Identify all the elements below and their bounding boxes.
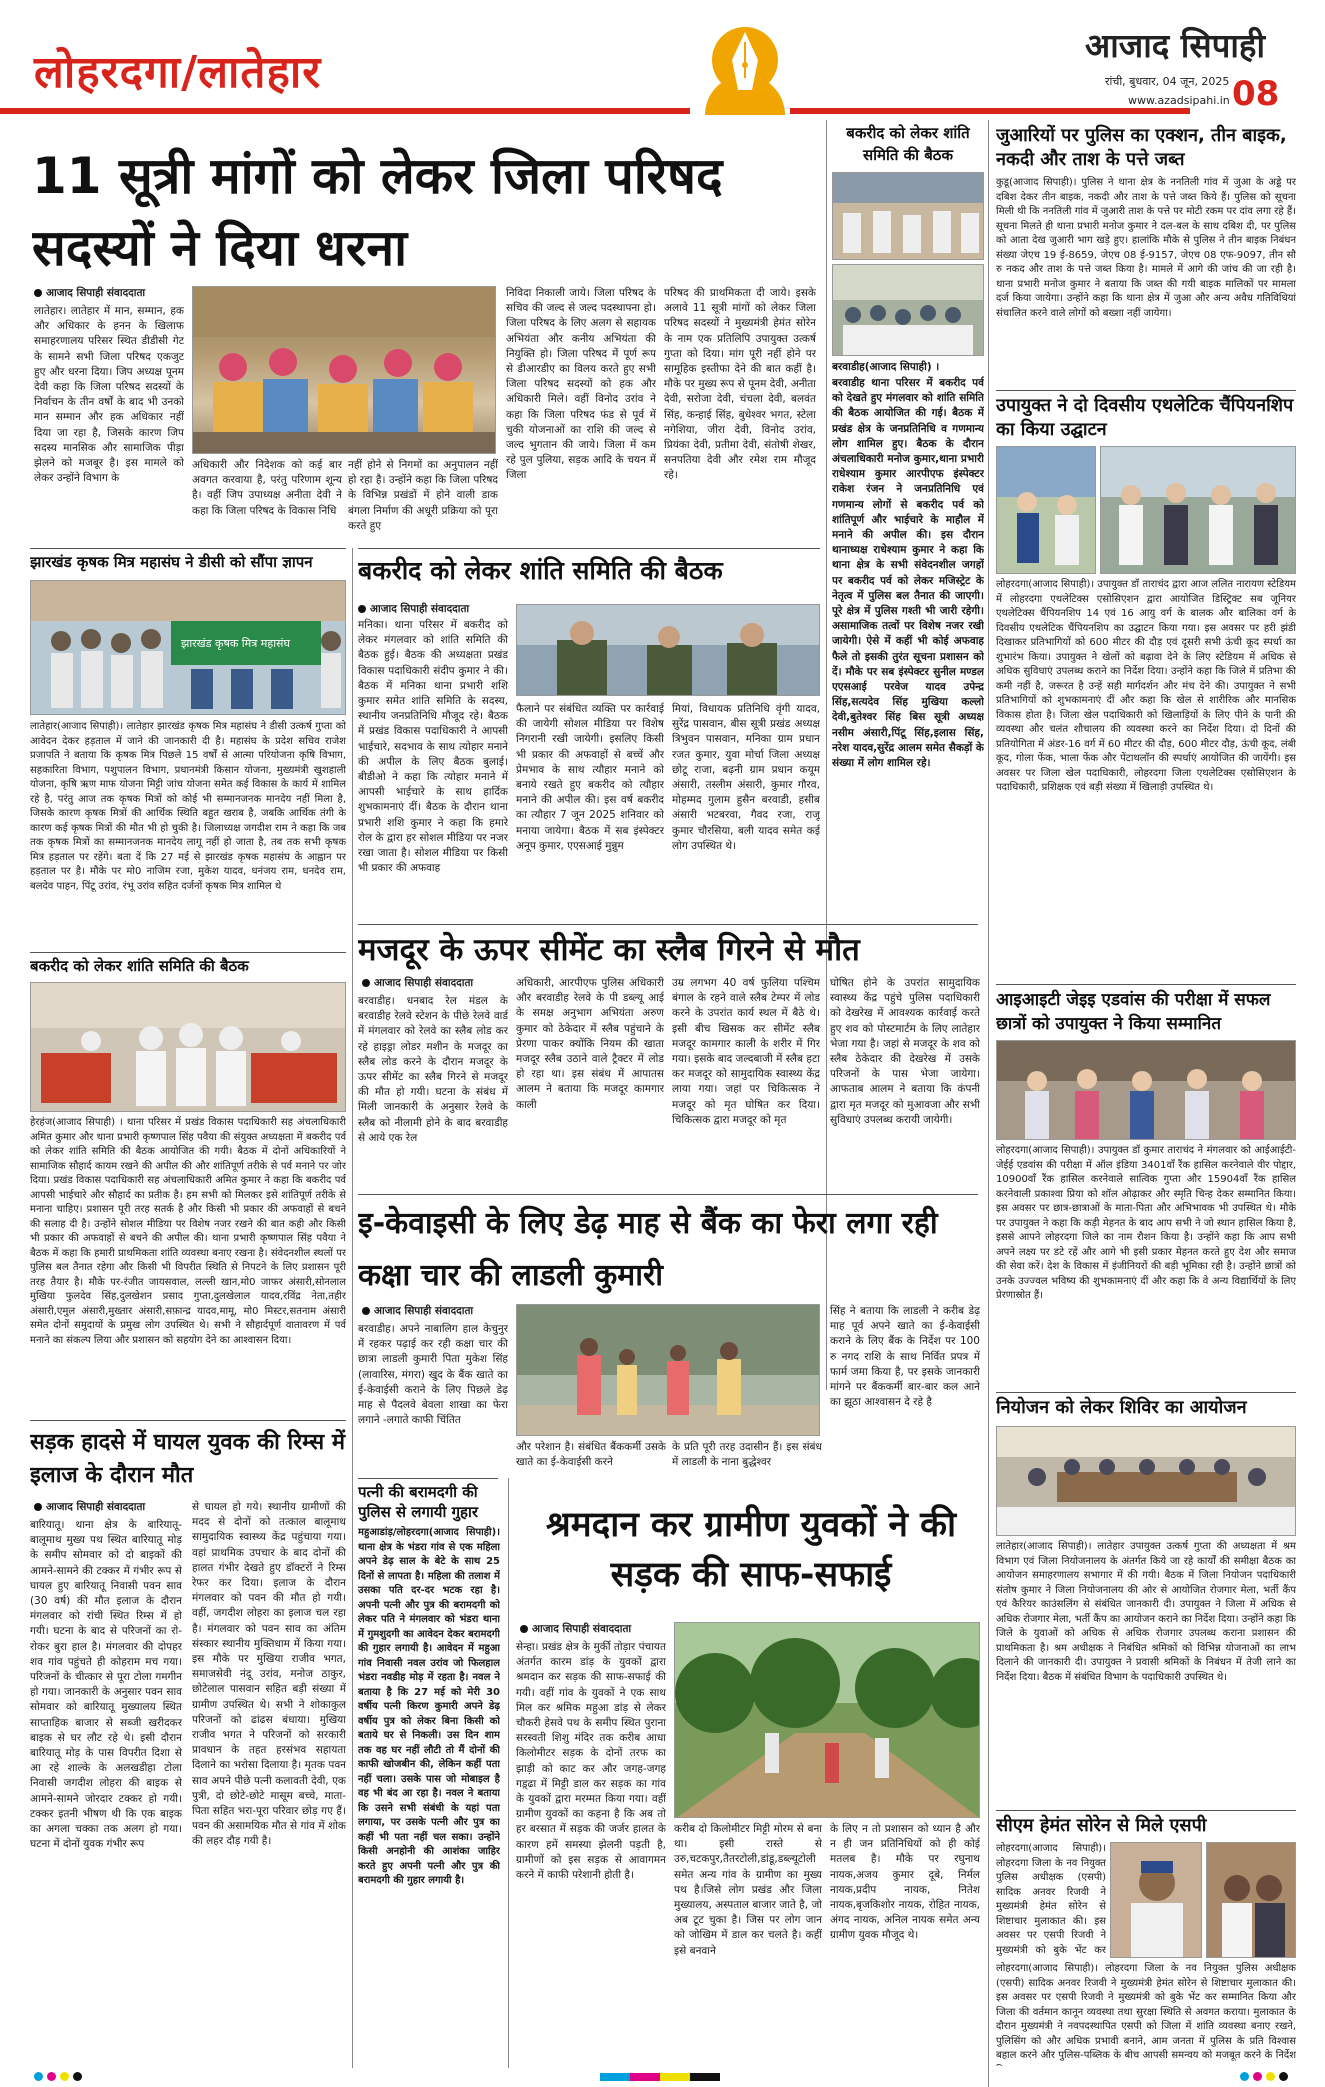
cm-text-top: लोहरदगा(आजाद सिपाही)। लोहरदगा जिला के नव नियुक्त पुलिस अधीक्षक (एसपी) सादिक अनवर रिजवी ने मुख्यमंत्री हेमंत सोरेन से शिष्टाचार मुलाकात की। इस अवसर पर एसपी रिजवी ने मुख्यमंत्री को बुके भेंट कर: [996, 1843, 1106, 1956]
registration-bar: [600, 2073, 720, 2081]
dateline: रांची, बुधवार, 04 जून, 2025: [1105, 75, 1230, 88]
shramdan-byline: आजाद सिपाही संवाददाता: [520, 1622, 631, 1636]
ekyc-col2: और परेशान है। संबंधित बैंककर्मी उसके खाते का ई-केवाईसी करने: [516, 1441, 666, 1469]
athletic-text: लोहरदगा(आजाद सिपाही)। उपायुक्त डॉ ताराचंद द्वारा आज ललित नारायण स्टेडियम में लोहरदगा एथलेटिक्स एसोसिएशन द्वारा आयोजित डिस्ट्रिक्ट सब जूनियर एथलेटिक्स चैंपियनशिप 14 एवं 16 आयु वर्ग के बालक और बालिका वर्ग के दिवसीय एथलेटिक चैंपियनशिप का उद्घाटन किया गया। इस अवसर पर हरी झंडी दिखाकर प्रतिभागियों को 600 मीटर की दौड़ एवं दूसरी सभी ऊंची कूद स्पर्धा का शुभारंभ किया। उपायुक्त ने खेलों को बढ़ावा देने के लिए स्टेडियम में अधिक से अधिक सुविधाएं उपलब्ध कराने का निर्देश दिया। उन्होंने कहा कि जिले में प्रतिभा की कमी नहीं है, जरूरत है उन्हें सही मार्गदर्शन और मंच देने की। उपायुक्त ने सभी प्रतिभागियों को शुभकामनाएं दीं और कहा कि खेल से शारीरिक और मानसिक विकास होता है। जिला खेल पदाधिकारी को खिलाड़ियों के लिए पीने के पानी की व्यवस्था और चलंत शौचालय की व्यवस्था करने का निर्देश दिया। दो दिनों की प्रतियोगिता में अंडर-16 वर्ग में 60 मीटर की दौड़, 600 मीटर दौड़, ऊंची कूद, लंबी कूद, गोला फेंक, भाला फेंक और पेंटाथलॉन की स्पर्धाएं आयोजित की जायेंगी। इस अवसर पर जिला खेल पदाधिकारी, लोहरदगा जिला एथलेटिक्स एसोसिएशन के पदाधिकारी, प्रशिक्षक एवं बड़ी संख्या में खिलाड़ी उपस्थित थे।: [996, 579, 1296, 793]
slab-col1: बरवाडीह। धनबाद रेल मंडल के बरवाडीह रेलवे स्टेशन के पीछे रेलवे वार्ड में मंगलवार को रेलवे का स्लैब लोड कर रहे हाइड्रा लोडर मशीन के मजदूर का स्लैब लोड करने के दौरान मजदूर के ऊपर सीमेंट का स्लैब गिरने से मजदूर की मौत हो गयी। घटना के संबंध में मिली जानकारी के अनुसार रेलवे के स्लैब को नीलामी होने के बाद बरवाडीह से आये एक रेल: [358, 995, 508, 1144]
kisan-headline: झारखंड कृषक मित्र महासंघ ने डीसी को सौंपा ज्ञापन: [30, 553, 313, 571]
bakrid-left-headline: बकरीद को लेकर शांति समिति की बैठक: [30, 957, 249, 975]
athletic-photo-1: [996, 446, 1096, 574]
accident-col1: बारियातू। थाना क्षेत्र के बारियातू-बालूमाथ मुख्य पथ स्थित बारियातू मोड़ के समीप सोमवार को दो बाइकों की आमने-सामने की टक्कर में गंभीर रूप से घायल हुए बारियातू निवासी पवन साव (30 वर्ष) की मौत इलाज के दौरान मंगलवार को रांची स्थित रिम्स में हो गयी। घटना के बाद से परिजनों का रो-रोकर बुरा हाल है। मंगलवार की दोपहर शव गांव पहुंचते ही कोहराम मच गया। परिजनों के चीत्कार से पूरा टोला गमगीन हो गया। जानकारी के अनुसार पवन साव सोमवार को बारियातू मुख्यालय स्थित साप्ताहिक बाजार से सब्जी खरीदकर बाइक से घर लौट रहे थे। इसी दौरान बारियातू मोड़ के पास विपरीत दिशा से आ रहे शाल्के के अलखडीहा टोला निवासी जगदीश लोहरा की बाइक से आमने-सामने जोरदार टक्कर हो गयी। टक्कर इतनी भीषण थी कि एक बाइक का अगला चक्का तक अलग हो गया। घटना में दोनों युवक गंभीर रूप: [30, 1519, 182, 1851]
masthead: [0, 0, 1325, 130]
iit-photo: [996, 1040, 1296, 1140]
registration-marks-right: [1240, 2072, 1288, 2081]
registration-marks-left: [34, 2072, 82, 2081]
bakrid-right-caption: बरवाडीह(आजाद सिपाही) ।: [832, 361, 940, 373]
camp-headline: नियोजन को लेकर शिविर का आयोजन: [996, 1397, 1247, 1418]
svg-text:झारखंड कृषक मित्र महासंघ: झारखंड कृषक मित्र महासंघ: [181, 637, 290, 650]
accident-byline: आजाद सिपाही संवाददाता: [34, 1500, 145, 1514]
shramdan-col3: के लिए न तो प्रशासन को ध्यान है और न ही जन प्रतिनिधियों को ही कोई मतलब है। मौके पर रघुनाथ नायक,अजय कुमार दूबे, निर्मल नायक,प्रदीप नायक, नितेश नायक,बृजकिशोर नायक, रोहित नायक, अंगद नायक, अनिल नायक समेत अन्य ग्रामीण युवक मौजूद थे।: [830, 1823, 980, 1942]
ekyc-col3: के प्रति पूरी तरह उदासीन हैं। इस संबंध में लाडली के नाना बुद्धेश्वर: [672, 1441, 822, 1469]
bakrid-mid-headline: बकरीद को लेकर शांति समिति की बैठक: [358, 556, 723, 585]
bakrid-right-text: बरवाडीह थाना परिसर में बकरीद पर्व को देखते हुए मंगलवार को शांति समिति की बैठक आयोजित की गई। बैठक में प्रखंड क्षेत्र के जनप्रतिनिधि व गणमान्य लोग शामिल हुए। बैठक के दौरान अंचलाधिकारी मनोज कुमार,थाना प्रभारी राधेश्याम कुमार आरपीएफ इंस्पेक्टर राकेश रंजन ने जनप्रतिनिधि एवं गणमान्य लोगों से बकरीद पर्व को शांतिपूर्ण और भाईचारे के माहौल में मनाने की अपील की। इस दौरान थानाध्यक्ष राधेश्याम कुमार ने कहा कि थाना क्षेत्र के सभी संवेदनशील जगहों पर बकरीद पर्व को लेकर मजिस्ट्रेट के नेतृत्व में पुलिस बल तैनात की जाएगी। पूरे क्षेत्र में पुलिस गश्ती भी जारी रहेगी। असामाजिक तत्वों पर विशेष नजर रखी जायेगी। ऐसे में कहीं भी कोई अफवाह फैले तो इसकी तुरंत सूचना प्रशासन को दें। मौके पर सब इंस्पेक्टर सुनील मण्डल एएसआई परवेज यादव उपेन्द्र सिंह,सत्यदेव सिंह मुखिया कल्लो देवी,बुतेश्वर सिंह बिस सूत्री अध्यक्ष नसीम अंसारी,पिंटू सिंह,इलास सिंह, नरेश यादव,सुरेंद्र आलम समेत सैकड़ों के संख्या में लोग शामिल रहे।: [832, 377, 984, 770]
iit-headline: आइआइटी जेइइ एडवांस की परीक्षा में सफल छात्रों को उपायुक्त ने किया सम्मानित: [996, 990, 1271, 1034]
masthead-red-rule-right: [790, 108, 1190, 114]
bakrid-mid-col3: मियां, विधायक प्रतिनिधि वृंगी यादव, सुरेंद्र पासवान, बीस सूत्री प्रखंड अध्यक्ष त्रिभुवन पासवान, मनिका ग्राम प्रधान रजत कुमार, युवा मोर्चा जिला अध्यक्ष छोटू राजा, बढ़नी ग्राम प्रधान कयूम अंसारी, तस्लीम अंसारी, कुमार गौरव, मोहम्मद गुलाम हुसैन बरवाडी, हसीब अंसारी भटबरवा, गैवद रजा, राजू कुमार चौरसिया, बली यादव समेत कई लोग उपस्थित थे।: [672, 703, 820, 852]
ekyc-byline: आजाद सिपाही संवाददाता: [362, 1304, 473, 1318]
athletic-headline: उपायुक्त ने दो दिवसीय एथलेटिक चैंपियनशिप का किया उद्घाटन: [996, 395, 1294, 440]
cm-photo-2: [1206, 1842, 1296, 1958]
kisan-text: लातेहार(आजाद सिपाही)। लातेहार झारखंड कृषक मित्र महासंघ ने डीसी उत्कर्ष गुप्ता को आवेदन देकर हड़ताल में जाने की जानकारी दी है। महासंघ के प्रदेश सचिव राजेश प्रजापति ने बताया कि कृषक मित्र पिछले 15 वर्षों से आत्मा परियोजना कृषि विभाग, सहकारिता विभाग, पशुपालन विभाग, प्रधानमंत्री किसान योजना, मुख्यमंत्री खुशहाली योजना, कृषि ऋण माफ योजना मिट्टी जांच योजना समेत कई विकास के कार्य में शामिल रहे है, परंतु आज तक कृषक मित्रों को कोई भी सम्मानजनक मानदेय नहीं मिला है, जिसके कारण कृषक मित्रों की आर्थिक स्थिति बहुत खराब है, जबकि आर्थिक तंगी के कारण कई कृषक मित्रों की मौत भी हो चुकी है। जिलाध्यक्ष जगदीश राम ने कहा कि जब तक कृषक मित्रों का सम्मानजनक मानदेय लागू नहीं हो जाता है, तब तक सभी कृषक मित्र हड़ताल पर रहेंगे। बता दें कि 27 मई से झारखंड कृषक महासंघ के आह्वान पर हड़ताल पर है। मौके पर मो0 नाजिम रजा, मुकेश यादव, धनंजय राम, धनदेव राम, बलदेव पाहन, पिंटू उरांव, रंभू उरांव सहित दर्जनों कृषक मित्र शामिल थे: [30, 721, 346, 892]
ekyc-col4: सिंह ने बताया कि लाडली ने करीब डेढ़ माह पूर्व अपने खाते का ई-केवाईसी कराने के लिए बैंक के निर्देश पर 100 रु नगद राशि के साथ निर्वित प्रपत्र में फार्म जमा किया है, पर इसके जानकारी मांगने पर बैंककर्मी बार-बार कल आने का झूठा आश्वासन दे रहे है: [830, 1305, 980, 1409]
shramdan-col2: करीब दो किलोमीटर मिट्टी मोरम से बना था। इसी रास्ते से उरु,चटकपुर,तैतरटोली,डांडू,डब्ल्यूटोली समेत अन्य गांव के ग्रामीण का मुख्य पथ है।जिसे लोग प्रखंड और जिला मुख्यालय, अस्पताल बाजार जाते है, जो अब टूट चुका है। जिस पर लोग जान को जोखिम में डाल कर चलते है। कहीं इसे बनवाने: [674, 1823, 822, 1957]
slab-col3: उम्र लगभग 40 वर्ष फुलिया पश्चिम बंगाल के रहने वाले स्लैब टेम्पर में लोड करने के उपरांत कार्य स्थल में बैठे थे। इसी बीच खिसक कर सीमेंट स्लैब मजदूर कामगार काली के शरीर में गिर गया। इसके बाद जल्दबाजी में स्लैब हटा कर मजदूर को सामुदायिक स्वास्थ्य केंद्र लाया गया। जहां पर चिकित्सक ने मजदूर को मृत घोषित कर दिया। चिकित्सक द्वारा मजदूर को मृत: [672, 977, 820, 1126]
paper-name: आजाद सिपाही: [1085, 26, 1265, 65]
iit-text: लोहरदगा(आजाद सिपाही)। उपायुक्त डॉ कुमार ताराचंद ने मंगलवार को आईआईटी-जेईई एडवांस की परीक्षा में ऑल इंडिया 3401वाँ रैंक हासिल करनेवाले वीर पोद्दार, 10900वाँ रैंक हासिल करनेवाले सात्विक गुप्ता और 15904वाँ रैंक हासिल करनेवाली प्रकाश्वा प्रिया को शॉल ओढ़ाकर और स्मृति चिन्ह देकर सम्मानित किया। इस अवसर पर छात्र-छात्राओं के माता-पिता और अभिभावक भी उपस्थित थे। मौके पर उपायुक्त ने कहा कि कड़ी मेहनत के बाद आप सभी ने जो स्थान हासिल किया है, इससे आपने लोहरदगा जिले का नाम रौशन किया है। उन्होंने कहा कि आप सभी अपने लक्ष्य पर डटे रहें और आगे भी इसी प्रकार मेहनत करते हुए देश और समाज की सेवा करें। देश के विकास में इंजीनियरों की बड़ी भूमिका रही है। उन्होंने छात्रों को उनके उज्ज्वल भविष्य की शुभकामनाएं दीं और कहा कि वे अन्य विद्यार्थियों के लिए प्रेरणास्रोत हैं।: [996, 1145, 1296, 1301]
bakrid-mid-byline: आजाद सिपाही संवाददाता: [358, 602, 469, 616]
slab-col4: घोषित होने के उपरांत सामुदायिक स्वास्थ्य केंद्र पहुंचे पुलिस पदाधिकारी को देखरेख में आवश्यक कार्रवाई करते हुए शव को पोस्टमार्टम के लिए लातेहार भेजा गया है। जहां से मजदूर के शव को स्लैब ठेकेदार की देखरेख में उसके परिजनों के पास भेजा जायेगा। आफताब आलम ने बताया कि कंपनी द्वारा मृत मजदूर को मुआवजा और सभी सुविधाएं उपलब्ध करायी जायेगी।: [830, 977, 980, 1126]
missing-text: महुआडांड़/लोहरदगा(आजाद सिपाही)। थाना क्षेत्र के भंडरा गांव से एक महिला अपने डेढ़ साल के बेटे के साथ 25 दिनों से लापता है। महिला की तलाश में उसका पति दर-दर भटक रहा है। अपनी पत्नी और पुत्र की बरामदगी को लेकर पति ने मंगलवार को भंडरा थाना में गुमशुदगी का आवेदन देकर बरामदगी की गुहार लगायी है। आवेदन में महुआ गांव निवासी नवल उरांव जो फिलहाल भंडरा नवडीह मोड़ में रहता है। नवल ने बताया है कि 27 मई को मेरी 30 वर्षीय पत्नी किरण कुमारी अपने डेढ़ वर्षीय पुत्र को लेकर बिना किसी को बताये घर से निकली। उस दिन शाम तक वह घर नहीं लौटी तो मैं दोनों की काफी खोजबीन की, लेकिन कहीं पता नहीं चला। उसके पास जो मोबाइल है वह भी बंद आ रहा है। नवल ने बताया कि उसने सभी संबंधी के यहां पता लगाया, पर उसके पत्नी और पुत्र का कहीं भी पता नहीं चल सका। उन्होंने किसी अनहोनी की आशंका जाहिर करते हुए अपनी पत्नी और पुत्र की बरामदगी की गुहार लगायी है।: [358, 1527, 500, 1886]
main-headline: 11 सूत्री मांगों को लेकर जिला परिषद सदस्यों ने दिया धरना: [32, 147, 723, 277]
cm-headline: सीएम हेमंत सोरेन से मिले एसपी: [996, 1815, 1207, 1836]
ekyc-photo: [516, 1304, 820, 1436]
shramdan-photo: [674, 1622, 980, 1818]
slab-headline: मजदूर के ऊपर सीमेंट का स्लैब गिरने से मौत: [358, 932, 860, 968]
shramdan-col1: सेन्हा। प्रखंड क्षेत्र के मुर्की तोड़ार पंचायत अंतर्गत कारम डांड़ के युवकों द्वारा श्रमदान कर सड़क की साफ-सफाई की गयी। वहीं गांव के युवकों ने एक साथ मिल कर श्रमिक महुआ डांड़ से लेकर चौकरी हेसवे पथ के समीप स्थित पुराना सरस्वती शिशु मंदिर तक करीब आधा किलोमीटर सड़क के दोनों तरफ का झाड़ी को काट कर और जगह-जगह गड़्ढा में मिट्टी डाल कर सड़क का गांव के युवकों द्वारा मरम्मत किया गया। वहीं ग्रामीण युवकों का कहना है कि अब तो हर बरसात में सड़क की जर्जर हालत के कारण हमें समस्या झेलनी पड़ती है, ग्रामीणों को इस सड़क से आवागमन करने में काफी परेशानी होती है।: [516, 1641, 666, 1882]
ekyc-col1: बरवाडीह। अपने नाबालिग हाल केचुनुर में रहकर पढ़ाई कर रही कक्षा चार की छात्रा लाडली कुमारी पिता मुकेश सिंह (लावारिस, मंगरा) खुद के बैंक खाते का ई-केवाईसी कराने के लिए पिछले डेढ़ माह से पैदलवे बेवला शाखा का फेरा लगाने -लगाते काफी चिंतित: [358, 1323, 508, 1427]
shramdan-headline: श्रमदान कर ग्रामीण युवकों ने की सड़क की साफ-सफाई: [545, 1505, 957, 1595]
cm-text: लोहरदगा(आजाद सिपाही)। लोहरदगा जिला के नव नियुक्त पुलिस अधीक्षक (एसपी) सादिक अनवर रिजवी ने मुख्यमंत्री हेमंत सोरेन से शिष्टाचार मुलाकात की। इस अवसर पर एसपी रिजवी ने मुख्यमंत्री को बुके भेंट कर सम्मानित किया और जिला की वर्तमान कानून व्यवस्था तथा सुरक्षा स्थिति से अवगत कराया। मुलाकात के दौरान मुख्यमंत्री ने नवपदस्थापित एसपी को जिला में शांति व्यवस्था बनाए रखने, पुलिसिंग को और अधिक प्रभावी बनाने, आम जनता में पुलिस के प्रति विश्वास बहाल करने और पुलिस-पब्लिक के बीच आपसी समन्वय को मजबूत करने के निर्देश: [996, 1963, 1296, 2061]
main-col2: अधिकारी और निदेशक को कई बार अवगत करवाया है, परंतु परिणाम शून्य है। वहीं जिप उपाध्यक्ष अनीता देवी ने कहा कि जिला परिषद के विकास निधि: [192, 459, 342, 517]
main-col5: परिषद की प्राथमिकता दी जाये। इसके अलावे 11 सूत्री मांगों को लेकर जिला परिषद सदस्यों ने मुख्यमंत्री हेमंत सोरेन के नाम एक प्रतिलिपि उपायुक्त उत्कर्ष गुप्ता को दिया। मांग पूरी नहीं होने पर सामूहिक इस्तीफा देने की बात कहीं है। मौके पर मुख्य रूप से पूनम देवी, अनीता देवी, सरोजा देवी, चंचला देवी, बलवंत सिंह, कन्हाई सिंह, बुधेश्वर भगत, स्टेला नगेशिया, जीरा देवी, विनोद उरांव, प्रियंका देवी, प्रतीमा देवी, संतोषी शेखर, सनपतिया देवी और रमेश राम मौजूद रहे।: [664, 287, 816, 482]
bakrid-right-headline: बकरीद को लेकर शांति समिति की बैठक: [846, 124, 970, 164]
bakrid-mid-col2: फैलाने पर संबंधित व्यक्ति पर कार्रवाई की जायेगी सोशल मीडिया पर विशेष निगरानी रखी जायेगी। इसलिए किसी भी प्रकार की अफवाहों से बच्चें और प्रेमभाव के साथ त्यौहार मनाने को बनाये रखते हुए बकरीद को त्यौहार मनाने की अपील की। इस वर्ष बकरीद का त्यौहार 7 जून 2025 शनिवार को मनाया जायेगा। बैठक में सब इंस्पेक्टर अनूप कुमार, एएसआई मुन्नुम: [516, 703, 664, 852]
ekyc-headline: इ-केवाइसी के लिए डेढ़ माह से बैंक का फेरा लगा रही कक्षा चार की लाडली कुमारी: [358, 1206, 938, 1293]
bakrid-left-photo: [30, 982, 346, 1112]
main-col1: लातेहार। लातेहार में मान, सम्मान, हक और अधिकार के हनन के खिलाफ समाहरणालय परिसर स्थित डीडीसी गेट के सामने सभी जिला परिषद एकजुट हुए और धरना दिया। जिप अध्यक्ष पूनम देवी कहा कि जिला परिषद सदस्यों के निर्वाचन के तीन वर्षों के बाद भी उनको मान सम्मान और हक अधिकार नहीं दिया जा रहा है, जिसके कारण जिप सदस्य मानसिक और सामाजिक पीड़ा झेलने को मजबूर है। इस मामले को लेकर उन्होंने विभाग के: [34, 305, 184, 485]
bakrid-right-photo-1: [832, 172, 984, 260]
masthead-red-rule: [0, 108, 690, 114]
slab-col2: अधिकारी, आरपीएफ पुलिस अधिकारी और बरवाडीह रेलवे के पी डब्ल्यू आई के समक्ष अनुभाग अभियंता अरुण कुमार को ठेकेदार में स्लैब पहुंचाने के प्रेरणा पाकर क्योंकि नियम की खाता मजदूर स्लैब उठाने वाले ट्रैक्टर में लोड हो रहा था। इस संबंध में आपातस आलम ने बताया कि मजदूर कामगार काली: [516, 977, 664, 1111]
athletic-photo-2: [1100, 446, 1296, 574]
main-col3: नहीं होने से निगमों का अनुपालन नहीं हो रहा है। उन्होंने कहा कि जिला परिषद के विभिन्न प्रखंडों में होने वाली डाक बंगला निर्माण की अधूरी प्रक्रिया को पूरा करते हुए: [348, 459, 498, 532]
bakrid-mid-col1: मनिका। थाना परिसर में बकरीद को लेकर मंगलवार को शांति समिति की बैठक हुई। बैठक की अध्यक्षता प्रखंड विकास पदाधिकारी संदीप कुमार ने की। बैठक में मनिका थाना प्रभारी शशि कुमार समेत शांति समिति के सदस्य, स्थानीय जनप्रतिनिधि मौजूद रहे। बैठक में प्रखंड विकास पदाधिकारी ने आपसी भाईचारे, सदभाव के साथ त्योहार मनाने की अपील के लिए बैठक बुलाई। बीडीओ ने कहा कि त्योहार मनाने में आपसी भाईचारे के साथ हार्दिक शुभकामनाएं दीं। बैठक के दौरान थाना प्रभारी शशि कुमार ने कहा कि हमारे रोल के द्वारा हर सोशल मीडिया पर नजर रखा जाता है। सोशल मीडिया पर किसी भी प्रकार की अफवाह: [358, 619, 508, 875]
kisan-photo: [30, 580, 346, 715]
slab-byline: आजाद सिपाही संवाददाता: [362, 976, 473, 990]
main-photo: [192, 286, 496, 454]
accident-col2: से घायल हो गये। स्थानीय ग्रामीणों की मदद से दोनों को तत्काल बालूमाथ सामुदायिक स्वास्थ्य केंद्र पहुंचाया गया। वहां प्राथमिक उपचार के बाद दोनों की हालत गंभीर देखते हुए डॉक्टरों ने रिम्स रेफर कर दिया। इलाज के दौरान मंगलवार को पवन की मौत हो गयी। वहीं, जगदीश लोहरा का इलाज चल रहा है। मंगलवार को पवन साव का अंतिम संस्कार स्थानीय मुक्तिधाम में किया गया। इस मौके पर मुखिया राजीव भगत, समाजसेवी नंदू उरांव, मनोज ठाकुर, छोटेलाल पासवान सहित बड़ी संख्या में ग्रामीण उपस्थित थे। सभी ने शोकाकुल परिजनों को ढांढस बंधाया। मुखिया राजीव भगत ने परिजनों को सरकारी प्रावधान के तहत हरसंभव सहायता दिलाने का भरोसा दिलाया है। मृतक पवन साव अपने पीछे पत्नी कलावती देवी, एक पुत्री, दो छोटे-छोटे मासूम बच्चे, माता-पिता सहित भरा-पूरा परिवार छोड़ गए हैं। पवन की असामयिक मौत से गांव में शोक की लहर दौड़ गयी है।: [192, 1501, 346, 1848]
website-url[interactable]: www.azadsipahi.in: [1128, 94, 1230, 107]
page-number: 08: [1232, 74, 1280, 114]
pen-emblem-icon: [700, 20, 790, 115]
accident-headline: सड़क हादसे में घायल युवक की रिम्स में इलाज के दौरान मौत: [30, 1430, 345, 1488]
missing-headline: पत्नी की बरामदगी की पुलिस से लगायी गुहार: [358, 1483, 479, 1521]
main-byline: आजाद सिपाही संवाददाता: [34, 286, 145, 300]
bakrid-right-photo-2: [832, 264, 984, 356]
gamblers-text: कुडू(आजाद सिपाही)। पुलिस ने थाना क्षेत्र के ननतिली गांव में जुआ के अड्डे पर दबिश देकर तीन बाइक, नकदी और ताश के पत्ते जब्त किये हैं। पुलिस को सूचना मिली थी कि ननतिली गांव में जुआरी ताश के पत्ते पर मोटी रकम पर दांव लगा रहे हैं। सूचना मिलते ही थाना प्रभारी मनोज कुमार ने दल-बल के साथ दबिश दी, पर पुलिस को आता देख जुआरी भाग खड़े हुए। हालांकि मौके से पुलिस ने तीन बाइक निबंधन संख्या जेएच 19 ई-8659, जेएच 08 ई-9157, जेएच 08 एफ-9097, तीन सौ रु नकद और ताश के पत्ते जब्त किया है। मामले में आगे की जांच की जा रही है। थाना प्रभारी मनोज कुमार ने बताया कि जब्त की गयी बाइक मालिकों पर मामला दर्ज किया जायेगा। उन्होंने कहा कि थाना क्षेत्र में जुआ और अन्य अवैध गतिविधियां संचालित करने वाले लोगों को बख्शा नहीं जायेगा।: [996, 177, 1296, 319]
gamblers-headline: जुआरियों पर पुलिस का एक्शन, तीन बाइक, नकदी और ताश के पत्ते जब्त: [996, 125, 1287, 170]
section-title: लोहरदगा/लातेहार: [34, 47, 322, 98]
main-col4: निविदा निकाली जाये। जिला परिषद के सचिव की जल्द से जल्द पदस्थापना हो। जिला परिषद के लिए अलग से सहायक अभियंता और कनीय अभियंता की नियुक्ति हो। जिला परिषद में पूर्ण रूप से डीआरडीए का विलय करते हुए सभी जिला परिषद सदस्यों को हक और अधिकारी मिले। वहीं विनोद उरांव ने कहा कि जिला परिषद फंड से पूर्व में चुकी योजनाओं का राशि की जल्द से जल्द भुगतान की जाये। जिला में कम रहे पुल पुलिया, सड़क आदि के चयन में जिला: [506, 287, 656, 482]
camp-text: लातेहार(आजाद सिपाही)। लातेहार उपायुक्त उत्कर्ष गुप्ता की अध्यक्षता में श्रम विभाग एवं जिला नियोजनालय के अंतर्गत किये जा रहे कार्यों की समीक्षा बैठक का आयोजन समाहरणालय सभागार में की गयी। बैठक में जिला नियोजन पदाधिकारी संतोष कुमार ने जिला नियोजनालय की ओर से आयोजित रोजगार मेला, भर्ती कैंप एवं कैरियर काउंसलिंग से संबंधित जानकारी दी। उपायुक्त ने जिला में अधिक से अधिक रोजगार मेला, भर्ती कैंप का आयोजन कराने का निर्देश दिया। उन्होंने कहा कि जिले के युवाओं को अधिक से अधिक रोजगार उपलब्ध कराना प्रशासन की प्राथमिकता है। श्रम अधीक्षक ने निबंधित श्रमिकों को विभिन्न योजनाओं का लाभ दिलाने की जानकारी दी। उपायुक्त ने प्रवासी श्रमिकों के निबंधन में तेजी लाने का निर्देश दिया। बैठक में संबंधित विभाग के पदाधिकारी उपस्थित थे।: [996, 1541, 1296, 1683]
camp-photo: [996, 1426, 1296, 1536]
bakrid-left-text: हेरहंज(आजाद सिपाही) । थाना परिसर में प्रखंड विकास पदाधिकारी सह अंचलाधिकारी अमित कुमार और थाना प्रभारी कृष्णपाल सिंह पवैया की संयुक्त अध्यक्षता में बकरीद पर्व को लेकर शांति समिति की बैठक आयोजित की गयी। बैठक में दोनों अधिकारियों ने सामाजिक सौहार्द कायम रखने की अपील की और शांतिपूर्ण तरीके से पर्व मनाने पर जोर दिया। प्रखंड विकास पदाधिकारी सह अंचलाधिकारी अमित कुमार ने कहा कि बकरीद पर्व आपसी भाईचारे और सौहार्द का प्रतीक है। हम सभी को मिलकर इसे शांतिपूर्ण तरीके से मनाना चाहिए। प्रशासन पूरी तरह सतर्क है और किसी भी प्रकार की अफवाहों से बचने की सलाह दी है। उन्होंने सोशल मीडिया पर विशेष नजर रखने की बात कही और किसी भी प्रकार की अफवाहों से बचने की अपील की। थाना प्रभारी कृष्णपाल सिंह पवैया ने बैठक में कहा कि हमारी प्राथमिकता शांति व्यवस्था बनाए रखना है। संवेदनशील स्थलों पर पुलिस बल तैनात रहेगा और किसी भी विपरीत स्थिति से निपटने के लिए प्रशासन पूरी तरह तैयार है। मौके पर-रंजीत जायसवाल, लल्ली खान,मो0 जाफर अंसारी,सोनलाल मुखिया फुलदेव सिंह,दुलखेशन प्रसाद गुप्ता,दुलखेलाल यादव,रविंद्र नेता,तहीर अंसारी,एमुल अंसारी,मुख्तार अंसारी,सफ़ान्द्र यादव,मामू, मो0 मिस्टर,सतनाम अंसारी समेत दोनों समुदायों के प्रमुख लोग उपस्थित थे। सभी ने सौहार्दपूर्ण वातावरण में पर्व मनाने का संकल्प लिया और प्रशासन को सहयोग देने का आश्वासन दिया।: [30, 1117, 346, 1346]
cm-photo-1: [1110, 1842, 1202, 1958]
bakrid-mid-photo: [516, 604, 820, 696]
